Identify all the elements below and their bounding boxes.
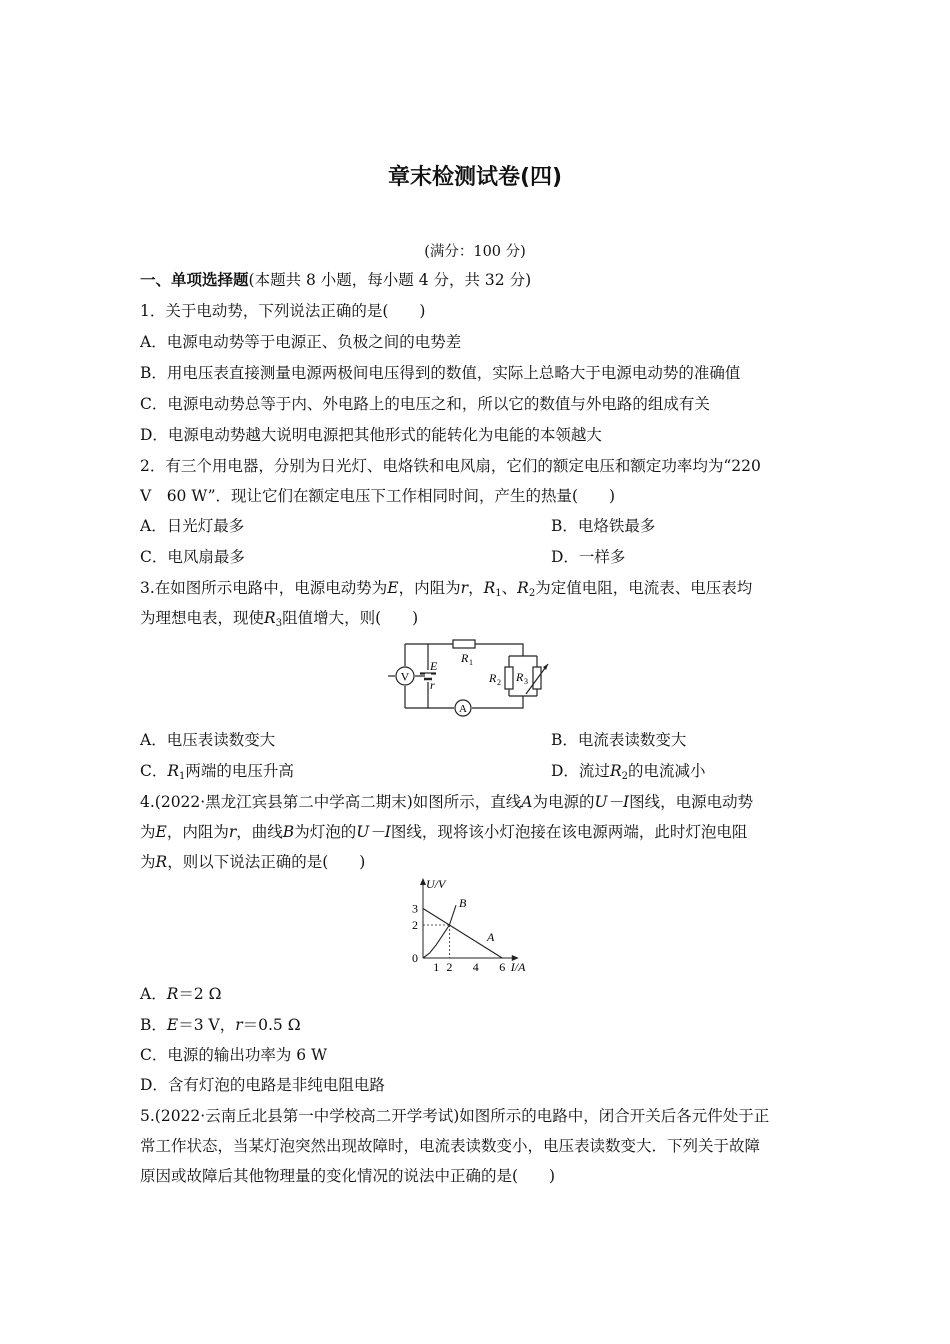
- svg-text:2: 2: [497, 678, 501, 687]
- score-line: (满分：100 分): [424, 244, 526, 260]
- svg-text:R: R: [461, 651, 469, 665]
- resistor-r1: [453, 640, 475, 648]
- x-tick-label: 4: [472, 960, 479, 974]
- resistor-r2: [505, 667, 513, 689]
- question-2-options-row2: [140, 547, 626, 567]
- origin-label: 0: [412, 951, 418, 965]
- svg-text:1: 1: [469, 658, 473, 667]
- question-5-stem-line1: 5.(2022·云南丘北县第一中学校高二开学考试)如图所示的电路中，闭合开关后各元件处于正: [140, 1107, 770, 1125]
- question-1-option-b: B．用电压表直接测量电源两极间电压得到的数值，实际上总略大于电源电动势的准确值: [140, 364, 741, 382]
- question-1-option-c: C．电源电动势总等于内、外电路上的电压之和，所以它的数值与外电路的组成有关: [140, 395, 710, 413]
- question-2-options-row1: [140, 516, 656, 536]
- question-3-option-d: D．流过$R_2$的电流减小: [551, 762, 706, 782]
- question-3-option-b: B．电流表读数变大: [551, 731, 687, 749]
- circuit-diagram-q3: [385, 636, 565, 718]
- question-2-option-b: B．电烙铁最多: [551, 517, 656, 535]
- series-label-A: A: [487, 929, 495, 944]
- question-1-option-a: A．电源电动势等于电源正、负极之间的电势差: [140, 333, 462, 351]
- question-3-option-c: C．$R_1$两端的电压升高: [140, 762, 294, 782]
- svg-text:R: R: [489, 671, 497, 685]
- question-4-option-c: C．电源的输出功率为 6 W: [140, 1046, 328, 1064]
- question-2-option-d: D．一样多: [551, 548, 626, 566]
- question-3-option-a: A．电压表读数变大: [140, 731, 276, 749]
- question-5-stem-line2: 常工作状态，当某灯泡突然出现故障时，电流表读数变小，电压表读数变大．下列关于故障: [140, 1137, 761, 1155]
- question-2-stem-line2: V 60 W”．现让它们在额定电压下工作相同时间，产生的热量( ): [140, 487, 616, 505]
- question-1-stem: 1．关于电动势，下列说法正确的是( ): [140, 302, 426, 320]
- series-label-B: B: [459, 896, 467, 911]
- y-tick-label: 2: [412, 918, 418, 932]
- question-3-options-row1: [140, 730, 687, 750]
- question-2-option-a: A．日光灯最多: [140, 517, 245, 535]
- question-2-option-c: C．电风扇最多: [140, 548, 245, 566]
- question-3-stem-line1: 3.在如图所示电路中，电源电动势为E，内阻为r，$R_1$、$R_2$为定值电阻，电流表、电压表均: [140, 579, 753, 599]
- x-tick-label: 1: [433, 960, 440, 974]
- question-4-stem-line2: 为E，内阻为r，曲线B为灯泡的U－I图线，现将该小灯泡接在该电源两端，此时灯泡电阻: [140, 823, 748, 841]
- question-4-option-d: D．含有灯泡的电路是非纯电阻电路: [140, 1076, 385, 1094]
- svg-text:r: r: [430, 678, 435, 692]
- x-tick-label: 2: [446, 960, 453, 974]
- svg-text:R: R: [516, 670, 524, 684]
- question-3-stem-line2: 为理想电表，现使$R_3$阻值增大，则( ): [140, 609, 419, 629]
- question-4-stem-line1: 4.(2022·黑龙江宾县第二中学高二期末)如图所示，直线A为电源的U－I图线，电源电动势: [140, 793, 754, 811]
- page-title: 章末检测试卷(四): [387, 165, 563, 190]
- svg-text:A: A: [459, 703, 467, 715]
- question-4-option-a: A．R＝2 Ω: [140, 985, 222, 1003]
- y-tick-label: 3: [412, 901, 418, 916]
- question-5-stem-line3: 原因或故障后其他物理量的变化情况的说法中正确的是( ): [140, 1167, 556, 1185]
- question-3-options-row2: [140, 761, 706, 782]
- svg-text:E: E: [430, 659, 438, 673]
- question-1-option-d: D．电源电动势越大说明电源把其他形式的能转化为电能的本领越大: [140, 426, 602, 444]
- x-axis-label: I/A: [510, 960, 526, 974]
- u-i-graph-q4: [405, 876, 550, 976]
- question-4-option-b: B．E＝3 V，r＝0.5 Ω: [140, 1016, 301, 1034]
- y-axis-label: U/V: [426, 877, 446, 891]
- svg-text:V: V: [400, 669, 410, 684]
- section-heading: 一、单项选择题(本题共 8 小题，每小题 4 分，共 32 分): [140, 270, 532, 289]
- svg-text:3: 3: [524, 677, 528, 686]
- series-line-B: [423, 905, 456, 958]
- question-2-stem-line1: 2．有三个用电器，分别为日光灯、电烙铁和电风扇，它们的额定电压和额定功率均为“220: [140, 457, 761, 475]
- question-4-stem-line3: 为R，则以下说法正确的是( ): [140, 853, 366, 871]
- x-tick-label: 6: [499, 960, 506, 974]
